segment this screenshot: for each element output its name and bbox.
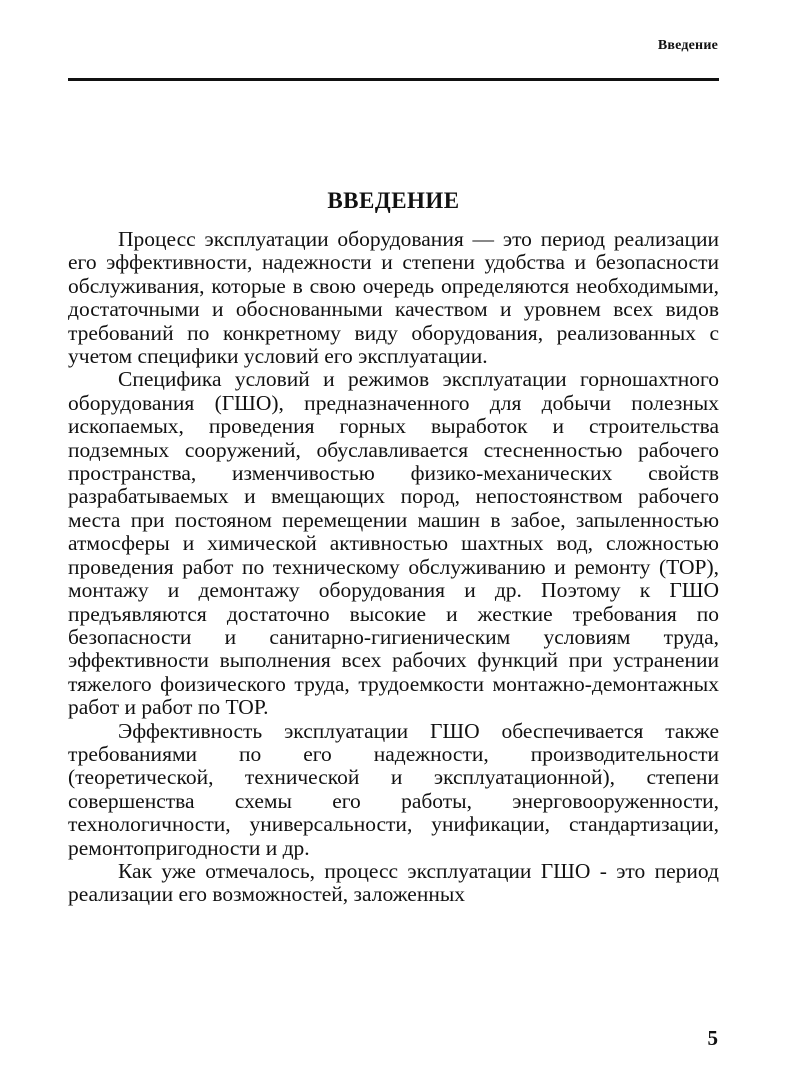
paragraph-2: Специфика условий и режимов эксплуатации горношахтного оборудования (ГШО), предназначенного для добычи полезных ископаемых, проведения горных выработок и строительства подземных сооружений, обуславливается стесненностью рабочего пространства, изменчивостью физико-механических свойств разрабатываемых и вмещающих пород, непостоянством рабочего места при постояном перемещении машин в забое, запыленностью атмосферы и химической активностью шахтных вод, сложностью проведения работ по техническому обслуживанию и ремонту (ТОР), монтажу и демонтажу оборудования и др. Поэтому к ГШО предъявляются достаточно высокие и жесткие требования по безопасности и санитарно-гигиеническим условиям труда, эффективности выполнения всех рабочих функций при устранении тяжелого фоизического труда, трудоемкости монтажно-демонтажных работ и работ по ТОР. bbox=[68, 367, 719, 720]
running-head: Введение bbox=[657, 38, 718, 53]
page-body bbox=[68, 186, 719, 907]
paragraph-4: Как уже отмечалось, процесс эксплуатации ГШО - это период реализации его возможностей, заложенных bbox=[68, 858, 719, 907]
section-title: ВВЕДЕНИЕ bbox=[327, 188, 460, 213]
header-rule bbox=[68, 78, 719, 81]
paragraph-3: Эффективность эксплуатации ГШО обеспечивается также требованиями по его надежности, производительности (теоретической, технической и эксплуатационной), степени совершенства схемы его работы, энерговооруженности, технологичности, универсальности, унификации, стандартизации, ремонтопригодности и др. bbox=[68, 718, 719, 860]
page-number: 5 bbox=[707, 1026, 718, 1050]
paragraph-1: Процесс эксплуатации оборудования — это период реализации его эффективности, надежности и степени удобства и безопасности обслуживания, которые в свою очередь определяются необходимыми, достаточными и обоснованными качеством и уровнем всех видов требований по конкретному виду оборудования, реализованных с учетом специфики условий его эксплуатации. bbox=[68, 227, 719, 369]
